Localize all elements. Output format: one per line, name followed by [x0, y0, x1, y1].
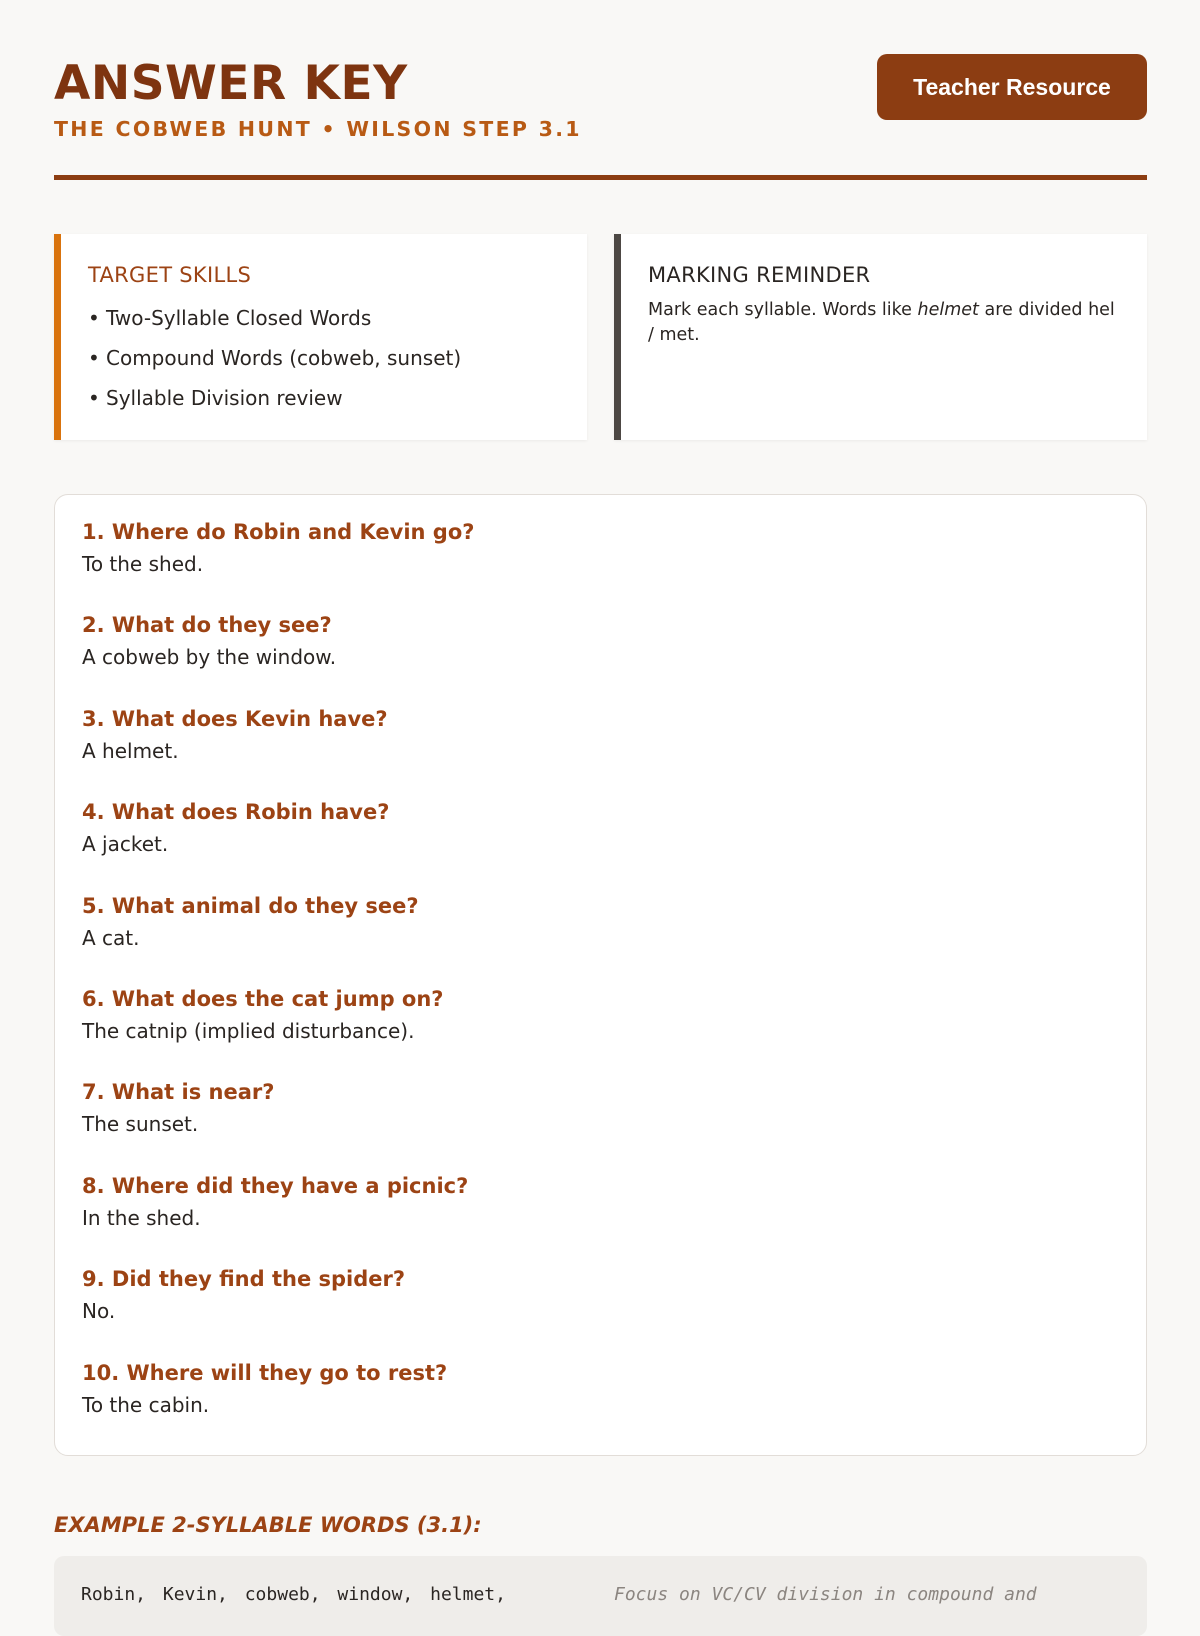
question: 3. What does Kevin have? [82, 706, 388, 731]
question: 1. Where do Robin and Kevin go? [82, 520, 475, 544]
skill-label: Syllable Division review [106, 386, 343, 410]
qa-item [82, 704, 1119, 797]
question: 10. Where will they go to rest? [82, 1360, 448, 1385]
page-title: ANSWER KEY [54, 56, 408, 111]
examples-heading: EXAMPLE 2-SYLLABLE WORDS (3.1): [54, 1513, 482, 1537]
qa-item [82, 891, 1119, 984]
marking-reminder-card [614, 234, 1147, 440]
marking-reminder-text [648, 298, 1121, 348]
teacher-resource-button[interactable]: Teacher Resource [877, 54, 1147, 120]
qa-item [82, 1077, 1119, 1170]
target-skills-title: TARGET SKILLS [88, 263, 252, 287]
page-subtitle: THE COBWEB HUNT • WILSON STEP 3.1 [54, 117, 582, 141]
marking-reminder-title: MARKING REMINDER [648, 263, 871, 287]
example-note: Focus on VC/CV division in compound and [614, 1584, 1037, 1605]
answer: In the shed. [82, 1205, 201, 1230]
question: 4. What does Robin have? [82, 800, 390, 825]
questions-answers-panel [54, 494, 1147, 1456]
answer-key-page [54, 0, 1147, 1605]
skill-label: Compound Words (cobweb, sunset) [106, 346, 462, 370]
answer: The catnip (implied disturbance). [82, 1018, 415, 1043]
qa-item [82, 610, 1119, 703]
answer: The sunset. [82, 1112, 199, 1137]
qa-item [82, 1358, 1119, 1451]
question: 5. What animal do they see? [82, 893, 419, 918]
bullet-icon: • [88, 346, 100, 370]
answer: To the shed. [82, 552, 204, 576]
reminder-text-start: Mark each syllable. Words like [648, 300, 918, 320]
qa-item [82, 797, 1119, 890]
qa-item [82, 1264, 1119, 1357]
target-skills-card [54, 234, 587, 440]
reminder-example-word: helmet [917, 300, 979, 320]
answer: To the cabin. [82, 1392, 210, 1417]
example-words: Robin, Kevin, cobweb, window, helmet, [81, 1584, 506, 1605]
question: 6. What does the cat jump on? [82, 986, 444, 1011]
qa-item [82, 517, 1119, 610]
qa-item [82, 1171, 1119, 1264]
skill-item [88, 338, 587, 378]
bullet-icon: • [88, 386, 100, 410]
question: 2. What do they see? [82, 613, 332, 638]
page-header [54, 0, 1147, 182]
bullet-icon: • [88, 306, 100, 330]
reminder-text-end: are divided hel / met. [648, 300, 1115, 345]
info-cards [54, 234, 1147, 440]
question: 7. What is near? [82, 1080, 275, 1105]
answer: No. [82, 1299, 116, 1324]
answer: A jacket. [82, 832, 169, 857]
examples-box [54, 1556, 1147, 1636]
header-divider [54, 175, 1147, 180]
skill-item [88, 378, 587, 418]
question: 9. Did they find the spider? [82, 1267, 406, 1292]
target-skills-list [88, 298, 587, 418]
question: 8. Where did they have a picnic? [82, 1173, 469, 1198]
answer: A cat. [82, 925, 140, 950]
skill-item [88, 298, 587, 338]
answer: A helmet. [82, 738, 179, 763]
answer: A cobweb by the window. [82, 645, 337, 670]
qa-item [82, 984, 1119, 1077]
skill-label: Two-Syllable Closed Words [106, 306, 372, 330]
